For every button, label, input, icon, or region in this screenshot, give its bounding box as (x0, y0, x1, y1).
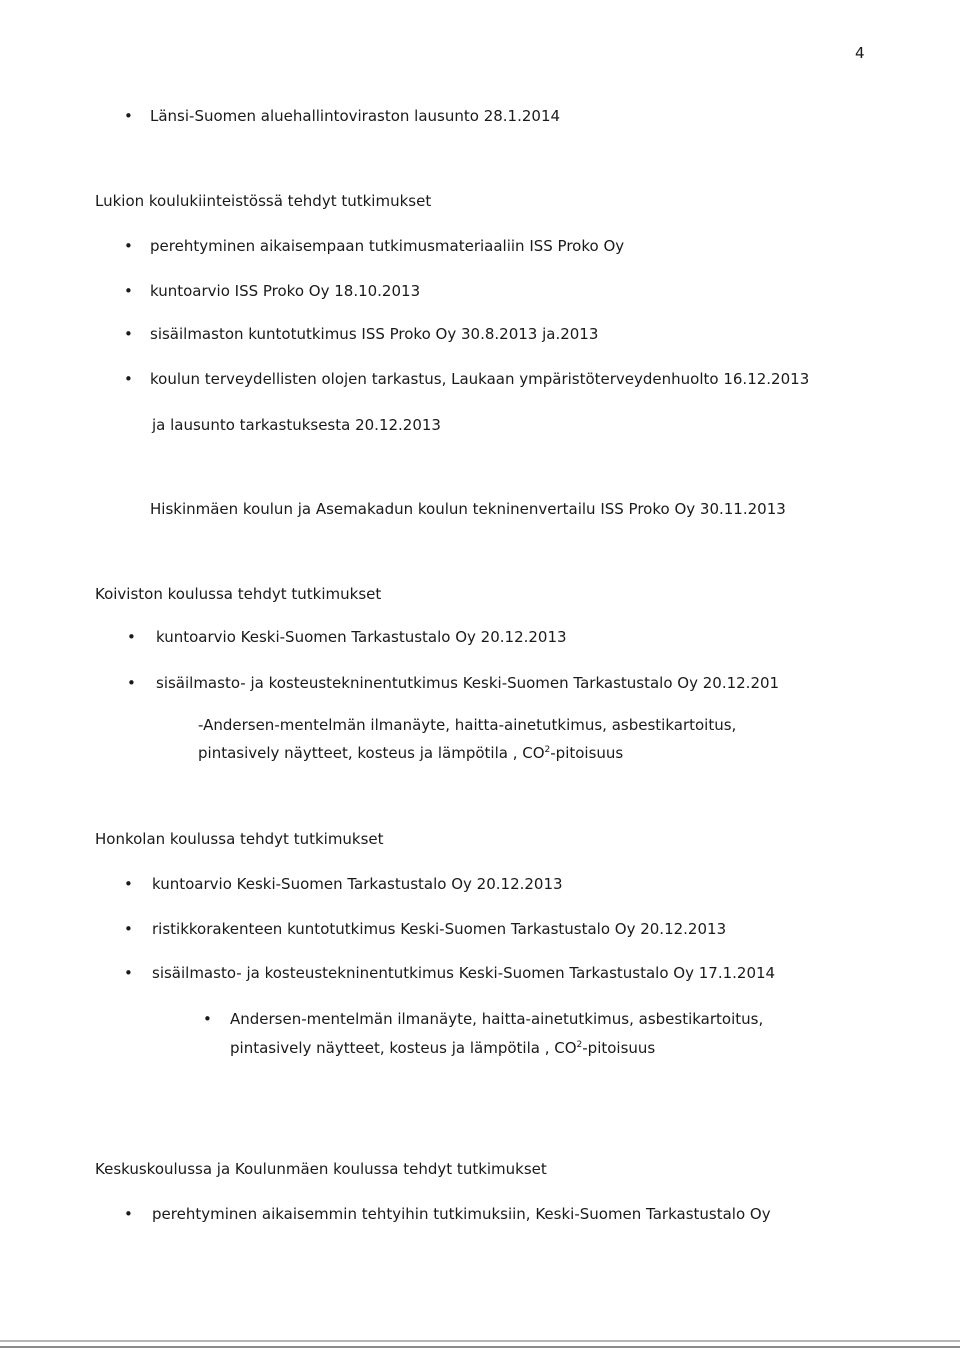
bullet-icon: • (124, 875, 133, 893)
bullet-icon: • (127, 674, 136, 692)
section-heading-lukio: Lukion koulukiinteistössä tehdyt tutkimukset (95, 192, 432, 210)
section-heading-honkola: Honkolan koulussa tehdyt tutkimukset (95, 830, 384, 848)
sub-detail-line: pintasively näytteet, kosteus ja lämpötila , $CO^2$-pitoisuus (198, 744, 624, 762)
page-edge-line (0, 1346, 960, 1348)
list-item: sisäilmaston kuntotutkimus ISS Proko Oy 30.8.2013 ja.2013 (150, 325, 599, 343)
section-heading-keskus: Keskuskoulussa ja Koulunmäen koulussa tehdyt tutkimukset (95, 1160, 547, 1178)
list-item: kuntoarvio ISS Proko Oy 18.10.2013 (150, 282, 421, 300)
bullet-icon: • (124, 920, 133, 938)
note-line: Hiskinmäen koulun ja Asemakadun koulun tekninenvertailu ISS Proko Oy 30.11.2013 (150, 500, 786, 518)
bullet-icon: • (124, 107, 133, 125)
bullet-icon: • (124, 1205, 133, 1223)
superscript: 2 (576, 1040, 583, 1050)
bullet-icon: • (203, 1010, 212, 1028)
bullet-icon: • (124, 325, 133, 343)
sub-detail-line: Andersen-mentelmän ilmanäyte, haitta-ainetutkimus, asbestikartoitus, (230, 1010, 764, 1028)
list-item: perehtyminen aikaisempaan tutkimusmateriaaliin ISS Proko Oy (150, 237, 625, 255)
sub-detail-line: -Andersen-mentelmän ilmanäyte, haitta-ainetutkimus, asbestikartoitus, (198, 716, 737, 734)
list-item: perehtyminen aikaisemmin tehtyihin tutkimuksiin, Keski-Suomen Tarkastustalo Oy (152, 1205, 771, 1223)
bullet-icon: • (124, 282, 133, 300)
sub-detail-line: pintasively näytteet, kosteus ja lämpötila , $CO^2$-pitoisuus (230, 1039, 656, 1057)
bullet-icon: • (124, 237, 133, 255)
list-item: sisäilmasto- ja kosteustekninentutkimus Keski-Suomen Tarkastustalo Oy 20.12.201 (156, 674, 780, 692)
list-item: koulun terveydellisten olojen tarkastus, Laukaan ympäristöterveydenhuolto 16.12.2013 (150, 370, 810, 388)
list-item-continuation: ja lausunto tarkastuksesta 20.12.2013 (152, 416, 441, 434)
bullet-icon: • (124, 370, 133, 388)
list-item: sisäilmasto- ja kosteustekninentutkimus Keski-Suomen Tarkastustalo Oy 17.1.2014 (152, 964, 776, 982)
superscript: 2 (544, 745, 551, 755)
list-item: ristikkorakenteen kuntotutkimus Keski-Suomen Tarkastustalo Oy 20.12.2013 (152, 920, 727, 938)
page-edge-line (0, 1340, 960, 1342)
page-number: 4 (855, 44, 865, 62)
section-heading-koivisto: Koiviston koulussa tehdyt tutkimukset (95, 585, 382, 603)
bullet-icon: • (124, 964, 133, 982)
bullet-icon: • (127, 628, 136, 646)
list-item: kuntoarvio Keski-Suomen Tarkastustalo Oy 20.12.2013 (156, 628, 567, 646)
list-item: Länsi-Suomen aluehallintoviraston lausunto 28.1.2014 (150, 107, 561, 125)
list-item: kuntoarvio Keski-Suomen Tarkastustalo Oy 20.12.2013 (152, 875, 563, 893)
